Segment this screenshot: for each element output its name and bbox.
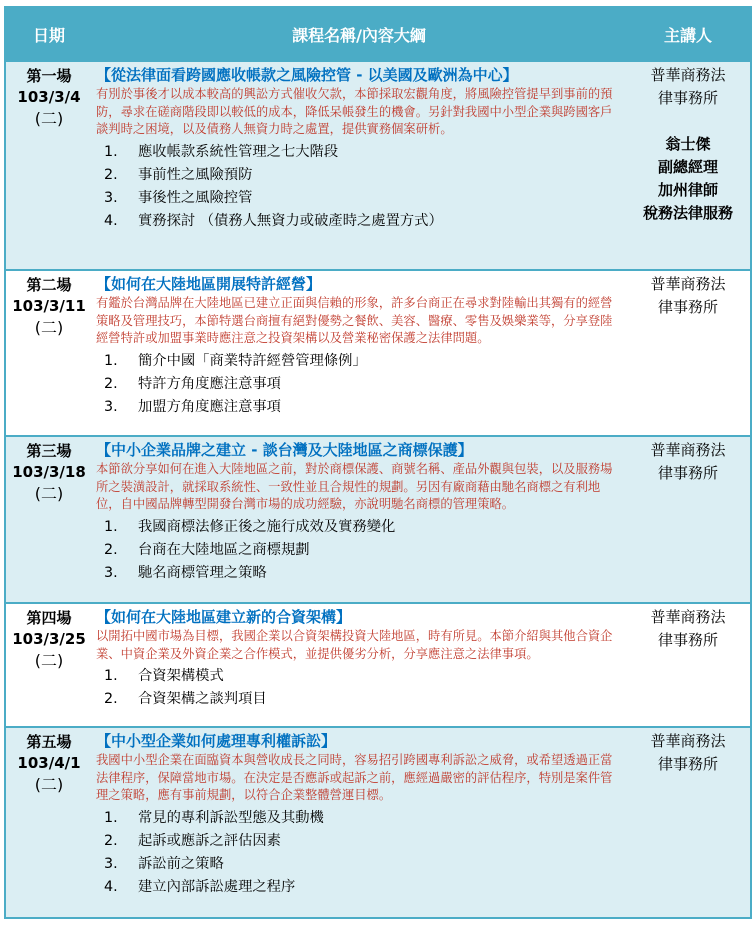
- list-item: 2. 台商在大陸地區之商標規劃: [104, 541, 310, 558]
- session-description: 有鑑於台灣品牌在大陸地區已建立正面與信賴的形象，許多台商正在尋求對陸輸出其獨有的經營策略及管理技巧，本節特選台商擅有絕對優勢之餐飲、美容、醫療、零售及娛樂業等，分享登陸經營特許或加盟事業時應注意之投資架構以及營業秘密保護之法律問題。: [96, 296, 613, 346]
- session-row: [6, 436, 750, 603]
- session-description: 我國中小型企業在面臨資本與營收成長之同時，容易招引跨國專利訴訟之威脅，或希望透過正當法律程序，保障當地市場。在決定是否應訴或起訴之前，應經過嚴密的評估程序，特別是案件管理之策略，應有事前規劃，以符合企業整體營運目標。: [96, 753, 613, 803]
- list-item: 3. 馳名商標管理之策略: [104, 564, 267, 581]
- session-speaker-cell: [626, 727, 750, 917]
- speaker-role: 稅務法律服務: [642, 204, 733, 222]
- session-topic-cell: [92, 436, 626, 603]
- session-title: 【如何在大陸地區開展特許經營】: [96, 275, 322, 293]
- list-item: 1. 應收帳款系統性管理之七大階段: [104, 143, 339, 160]
- speaker-firm: 普華商務法: [650, 732, 726, 750]
- session-date: 103/3/25: [12, 630, 86, 648]
- speaker-firm: 律事務所: [657, 631, 718, 649]
- session-label: 第二場: [26, 276, 72, 294]
- session-date: 103/4/1: [17, 754, 81, 772]
- session-label: 第一場: [26, 67, 72, 85]
- list-item: 2. 合資架構之談判項目: [104, 691, 267, 708]
- session-date-cell: [6, 727, 92, 917]
- session-label: 第四場: [26, 609, 72, 627]
- session-topic-cell: [92, 727, 626, 917]
- session-title: 【中小型企業如何處理專利權訴訟】: [96, 732, 337, 750]
- session-weekday: (二): [34, 651, 64, 670]
- speaker-firm: 普華商務法: [650, 441, 726, 459]
- session-weekday: (二): [34, 109, 64, 128]
- list-item: 2. 起訴或應訴之評估因素: [104, 832, 281, 849]
- session-date: 103/3/18: [12, 463, 86, 481]
- speaker-role: 加州律師: [657, 181, 718, 199]
- outline-list: [96, 807, 622, 899]
- session-topic-cell: [92, 61, 626, 270]
- speaker-firm: 律事務所: [657, 755, 718, 773]
- session-row: [6, 727, 750, 917]
- session-label: 第三場: [26, 442, 72, 460]
- list-item: 2. 特許方角度應注意事項: [104, 375, 281, 392]
- course-schedule-table: [4, 6, 752, 919]
- speaker-firm: 律事務所: [657, 298, 718, 316]
- session-date: 103/3/4: [17, 88, 81, 106]
- outline-list: [96, 516, 622, 585]
- speaker-name: 翁士傑: [665, 135, 711, 153]
- header-speaker: 主講人: [626, 8, 750, 61]
- list-item: 1. 常見的專利訴訟型態及其動機: [104, 809, 324, 826]
- session-speaker-cell: [626, 603, 750, 727]
- header-row: [6, 8, 750, 61]
- session-label: 第五場: [26, 733, 72, 751]
- session-topic-cell: [92, 603, 626, 727]
- session-date-cell: [6, 603, 92, 727]
- session-row: [6, 270, 750, 436]
- session-date-cell: [6, 270, 92, 436]
- speaker-firm: 普華商務法: [650, 608, 726, 626]
- session-row: [6, 61, 750, 270]
- list-item: 3. 加盟方角度應注意事項: [104, 398, 281, 415]
- list-item: 3. 訴訟前之策略: [104, 855, 224, 872]
- session-title: 【中小企業品牌之建立 - 談台灣及大陸地區之商標保護】: [96, 441, 473, 459]
- session-weekday: (二): [34, 484, 64, 503]
- outline-list: [96, 350, 622, 419]
- session-date-cell: [6, 61, 92, 270]
- session-weekday: (二): [34, 318, 64, 337]
- header-date: 日期: [6, 8, 92, 61]
- session-title: 【從法律面看跨國應收帳款之風險控管 - 以美國及歐洲為中心】: [96, 66, 518, 84]
- speaker-firm: 律事務所: [657, 89, 718, 107]
- outline-list: [96, 665, 622, 711]
- list-item: 1. 合資架構模式: [104, 668, 224, 685]
- session-description: 本節欲分享如何在進入大陸地區之前，對於商標保護、商號名稱、產品外觀與包裝，以及服務場所之裝潢設計，就採取系統性、一致性並且合規性的規劃。另因有廠商藉由馳名商標之有利地位，自中國品牌轉型開發台灣市場的成功經驗，亦說明馳名商標的管理策略。: [96, 462, 613, 512]
- speaker-firm: 普華商務法: [650, 66, 726, 84]
- list-item: 1. 我國商標法修正後之施行成效及實務變化: [104, 518, 396, 535]
- list-item: 1. 簡介中國「商業特許經營管理條例」: [104, 352, 367, 369]
- session-speaker-cell: [626, 436, 750, 603]
- speaker-firm: 普華商務法: [650, 275, 726, 293]
- list-item: 4. 建立內部訴訟處理之程序: [104, 878, 296, 895]
- header-topic: 課程名稱/內容大綱: [92, 8, 626, 61]
- session-weekday: (二): [34, 775, 64, 794]
- session-row: [6, 603, 750, 727]
- session-date: 103/3/11: [12, 297, 86, 315]
- list-item: 3. 事後性之風險控管: [104, 189, 253, 206]
- session-speaker-cell: [626, 270, 750, 436]
- session-date-cell: [6, 436, 92, 603]
- session-speaker-cell: [626, 61, 750, 270]
- list-item: 2. 事前性之風險預防: [104, 166, 253, 183]
- outline-list: [96, 141, 622, 233]
- session-description: 有別於事後才以成本較高的興訟方式催收欠款，本節採取宏觀角度，將風險控管提早到事前的預防，尋求在磋商階段即以較低的成本，降低呆帳發生的機會。另針對我國中小型企業與跨國客戶談判時之困境，以及債務人無資力時之處置，提供實務個案研析。: [96, 87, 613, 137]
- speaker-role: 副總經理: [657, 158, 718, 176]
- session-title: 【如何在大陸地區建立新的合資架構】: [96, 608, 352, 626]
- list-item: 4. 實務探討 （債務人無資力或破產時之處置方式）: [104, 212, 443, 229]
- speaker-firm: 律事務所: [657, 464, 718, 482]
- session-description: 以開拓中國市場為目標，我國企業以合資架構投資大陸地區，時有所見。本節介紹與其他合資企業、中資企業及外資企業之合作模式，並提供優劣分析，分享應注意之法律事項。: [96, 629, 613, 661]
- session-topic-cell: [92, 270, 626, 436]
